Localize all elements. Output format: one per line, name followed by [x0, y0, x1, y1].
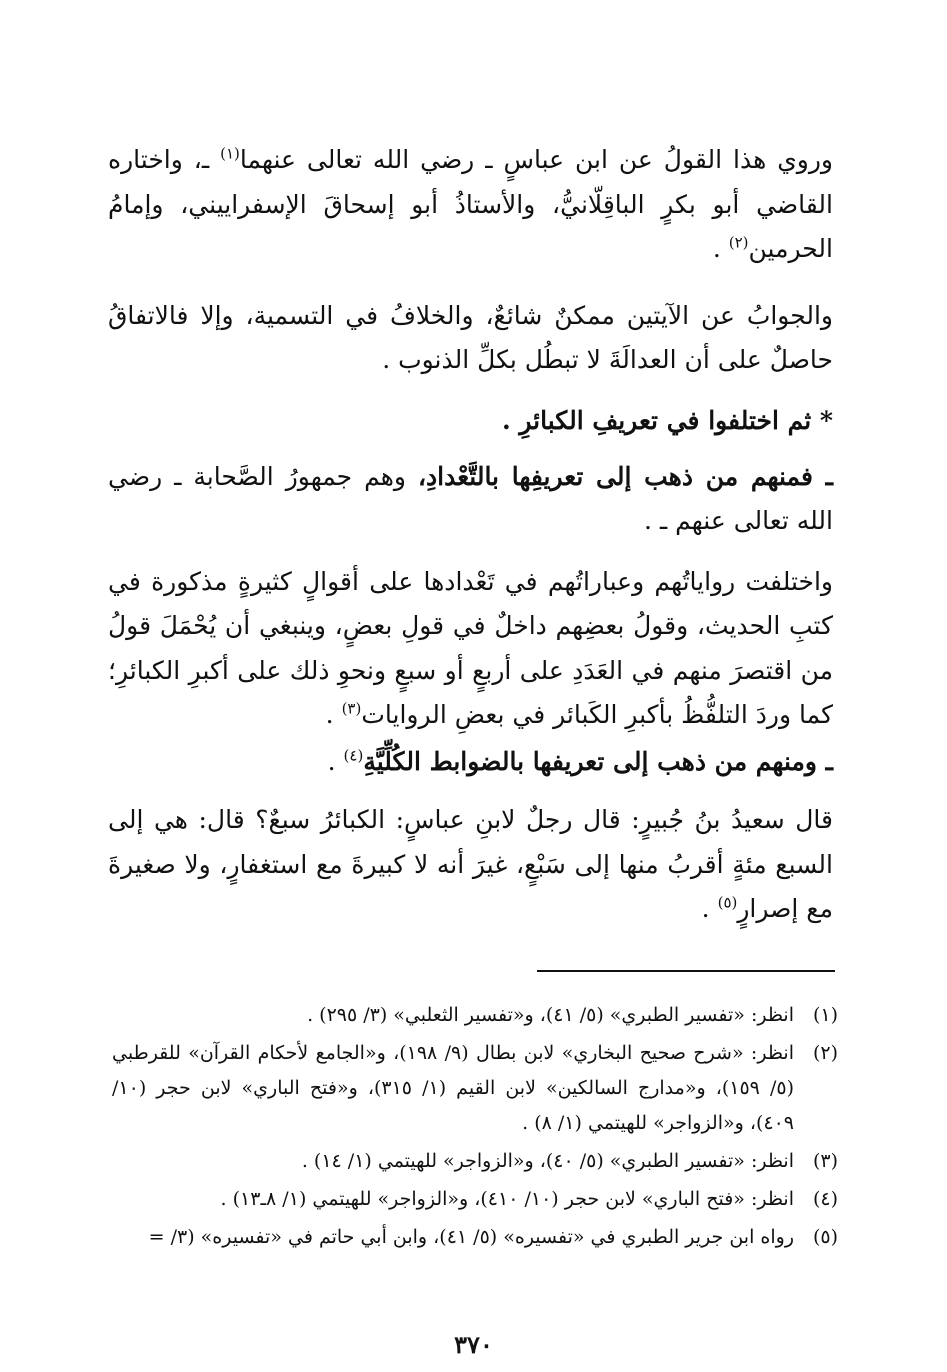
footnote-separator	[537, 970, 835, 972]
paragraph-5	[108, 740, 833, 785]
paragraph-1-text-cont: ـ، واختاره القاضي أبو بكرٍ الباقِلّانيُّ، والأستاذُ أبو إسحاقَ الإسفراييني، وإمامُ الحرمين	[108, 145, 833, 263]
paragraph-4-text: واختلفت رواياتُهم وعباراتُهم في تَعْدادها على أقوالٍ كثيرةٍ مذكورة في كتبِ الحديث، وقولُ بعضِهم داخلٌ في قولِ بعضٍ، وينبغي أن يُحْمَلَ قولُ من اقتصرَ منهم في العَدَدِ على أربعٍ أو سبعٍ ونحوِ ذلك على أكبرِ الكبائرِ؛ كما وردَ التلفُّظُ بأكبرِ الكَبائر في بعضِ الروايات	[108, 566, 833, 729]
footnote-text: رواه ابن جرير الطبري في «تفسيره» (٥/ ٤١)، وابن أبي حاتم في «تفسيره» (٣/ =	[148, 1226, 794, 1248]
paragraph-3-lead: ـ فمنهم من ذهب إلى تعريفِها بالتَّعْدادِ،	[417, 461, 834, 491]
footnote-1	[112, 998, 838, 1033]
paragraph-4	[108, 560, 833, 738]
footnote-ref-2[interactable]: (٢)	[728, 233, 749, 252]
paragraph-2: والجوابُ عن الآيتين ممكنٌ شائعٌ، والخلافُ في التسمية، وإلا فالاتفاقُ حاصلٌ على أن العدالَةَ لا تبطُل بكلِّ الذنوب .	[108, 300, 833, 374]
footnote-number: (٢)	[812, 1042, 838, 1064]
paragraph-1	[108, 138, 833, 272]
footnote-4	[112, 1182, 838, 1217]
footnote-ref-1[interactable]: (١)	[220, 144, 240, 163]
footnote-ref-3[interactable]: (٣)	[341, 699, 362, 718]
paragraph-1-text: وروي هذا القولُ عن ابن عباسٍ ـ رضي الله تعالى عنهما	[239, 145, 833, 174]
footnote-text: انظر: «تفسير الطبري» (٥/ ٤١)، و«تفسير الثعلبي» (٣/ ٢٩٥) .	[307, 1004, 794, 1026]
footnote-ref-4[interactable]: (٤)	[343, 746, 364, 765]
footnote-number: (٤)	[812, 1188, 838, 1210]
section-heading: * ثم اختلفوا في تعريفِ الكبائرِ .	[501, 405, 833, 435]
paragraph-3	[108, 455, 833, 544]
page-number: ٣٧٠	[454, 1330, 493, 1359]
paragraph-4-end: .	[325, 700, 342, 729]
footnote-5	[112, 1220, 838, 1255]
footnote-text: انظر: «تفسير الطبري» (٥/ ٤٠)، و«الزواجر» للهيتمي (١/ ١٤) .	[301, 1150, 794, 1172]
paragraph-3-text: وهم جمهورُ الصَّحابة ـ رضي الله تعالى عنهم ـ .	[108, 461, 833, 535]
paragraph-5-end: .	[327, 746, 344, 776]
footnote-text: انظر: «شرح صحيح البخاري» لابن بطال (٩/ ١٩٨)، و«الجامع لأحكام القرآن» للقرطبي (٥/ ١٥٩)، و«مدارج السالكين» لابن القيم (١/ ٣١٥)، و«فتح الباري» لابن حجر (١٠/ ٤٠٩)، و«الزواجر» للهيتمي (١/ ٨) .	[112, 1042, 794, 1134]
paragraph-5-lead: ـ ومنهم من ذهب إلى تعريفها بالضوابط الكُلِّيَّةِ	[363, 746, 833, 776]
footnote-text: انظر: «فتح الباري» لابن حجر (١٠/ ٤١٠)، و«الزواجر» للهيتمي (١/ ٨ـ١٣) .	[220, 1188, 794, 1210]
footnote-2	[112, 1036, 838, 1141]
footnotes	[112, 998, 838, 1255]
paragraph-6-text: قال سعيدُ بنُ جُبيرٍ: قال رجلٌ لابنِ عباسٍ: الكبائرُ سبعٌ؟ قال: هي إلى السبع مئةٍ أقربُ منها إلى سَبْعٍ، غيرَ أنه لا كبيرةَ مع استغفارٍ، ولا صغيرةَ مع إصرارٍ	[108, 805, 833, 923]
footnote-number: (٣)	[812, 1150, 838, 1172]
paragraph-1-end: .	[712, 234, 729, 263]
footnote-ref-5[interactable]: (٥)	[717, 893, 738, 912]
footnote-number: (١)	[812, 1004, 838, 1026]
paragraph-6-end: .	[701, 894, 718, 923]
footnote-number: (٥)	[812, 1226, 838, 1248]
paragraph-6	[108, 798, 833, 932]
footnote-3	[112, 1144, 838, 1179]
main-text	[108, 138, 833, 932]
